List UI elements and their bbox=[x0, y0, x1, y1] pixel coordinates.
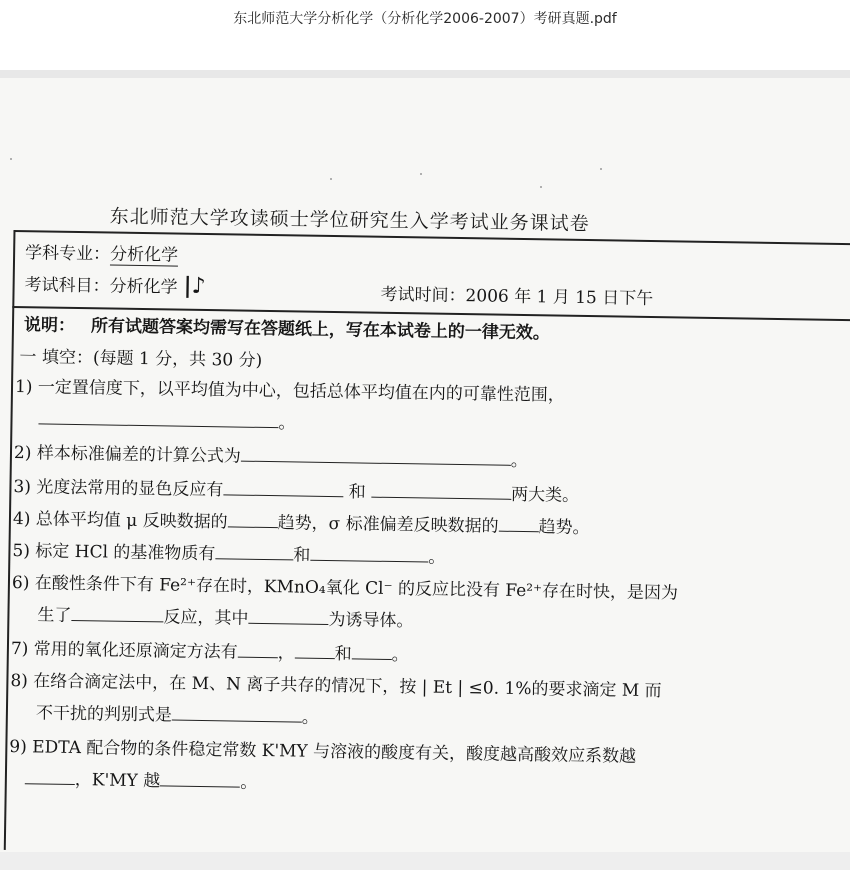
question-6-cont bbox=[37, 600, 413, 631]
answer-blank bbox=[238, 643, 278, 659]
q4-text: 4) 总体平均值 μ 反映数据的 bbox=[12, 509, 228, 533]
q7-and: 和 bbox=[334, 644, 352, 665]
answer-blank bbox=[71, 606, 163, 622]
subject-row bbox=[24, 270, 205, 299]
question-6 bbox=[12, 568, 678, 603]
exam-title: 东北师范大学攻读硕士学位研究生入学考试业务课试卷 bbox=[109, 205, 590, 236]
question-2 bbox=[14, 438, 528, 471]
document-page bbox=[0, 78, 850, 852]
answer-blank bbox=[241, 447, 511, 466]
q5-and: 和 bbox=[293, 545, 311, 566]
answer-blank bbox=[160, 771, 240, 787]
answer-blank bbox=[223, 480, 343, 497]
answer-blank bbox=[38, 409, 278, 428]
q7-comma: ， bbox=[277, 643, 295, 664]
answer-blank bbox=[248, 609, 328, 625]
answer-blank bbox=[371, 483, 511, 500]
document-title: 东北师范大学分析化学（分析化学2006-2007）考研真题.pdf bbox=[233, 11, 617, 27]
q1-end: 。 bbox=[278, 413, 296, 434]
footer-divider bbox=[0, 852, 850, 870]
question-5 bbox=[12, 536, 445, 568]
time-value: 2006 年 1 月 15 日下午 bbox=[465, 286, 654, 310]
question-9-cont bbox=[25, 764, 258, 793]
question-4 bbox=[13, 504, 590, 538]
major-label: 学科专业： bbox=[24, 243, 111, 265]
note-label: 说明： bbox=[23, 315, 76, 336]
q6-text: 6) 在酸性条件下有 Fe²⁺存在时，KMnO₄氧化 Cl⁻ 的反应比没有 Fe²⁺存在时快，是因为 bbox=[11, 573, 679, 604]
q9-text: 9) EDTA 配合物的条件稳定常数 K'MY 与溶液的酸度有关，酸度越高酸效应系数越 bbox=[9, 736, 637, 767]
major-value: 分析化学 bbox=[109, 244, 179, 266]
answer-blank bbox=[215, 544, 293, 560]
question-7 bbox=[11, 634, 409, 665]
q9-end: 。 bbox=[240, 772, 258, 793]
subject-value: 分析化学 bbox=[109, 276, 178, 298]
q5-text: 5) 标定 HCl 的基准物质有 bbox=[12, 541, 216, 565]
viewer-header bbox=[0, 0, 850, 70]
section-title: 一 填空：(每题 1 分，共 30 分) bbox=[19, 347, 263, 371]
q8-cont: 不干扰的判别式是 bbox=[35, 703, 173, 726]
q2-end: 。 bbox=[510, 450, 528, 472]
question-1-blank bbox=[38, 404, 295, 433]
q9-cont: ，K'MY 越 bbox=[74, 770, 161, 792]
scanned-exam-sheet bbox=[4, 198, 850, 852]
q3-and: 和 bbox=[348, 482, 366, 503]
scan-speck bbox=[330, 178, 332, 180]
subject-label: 考试科目： bbox=[24, 275, 110, 297]
major-row bbox=[25, 238, 178, 265]
q1-text: 1) 一定置信度下，以平均值为中心，包括总体平均值在内的可靠性范围， bbox=[14, 377, 565, 406]
answer-blank bbox=[295, 643, 335, 659]
answer-blank bbox=[172, 706, 302, 723]
q6-cont-c: 为诱导体。 bbox=[328, 609, 414, 632]
handwritten-mark-icon: |♪ bbox=[183, 272, 206, 300]
question-3 bbox=[13, 472, 579, 506]
instructions-row bbox=[24, 310, 550, 343]
time-label: 考试时间： bbox=[380, 284, 466, 307]
time-row bbox=[380, 280, 653, 309]
answer-blank bbox=[228, 512, 278, 528]
question-8 bbox=[10, 666, 662, 701]
q4-end: 趋势。 bbox=[538, 517, 590, 539]
q7-text: 7) 常用的氧化还原滴定方法有 bbox=[10, 639, 238, 663]
q3-text: 3) 光度法常用的显色反应有 bbox=[13, 477, 224, 501]
q4-mid: 趋势，σ 标准偏差反映数据的 bbox=[277, 513, 499, 537]
q8-text: 8) 在络合滴定法中，在 M、N 离子共存的情况下，按 | Et | ≤0. 1%的要求滴定 M 而 bbox=[10, 671, 662, 702]
q3-end: 两大类。 bbox=[510, 484, 580, 506]
q6-cont-b: 反应，其中 bbox=[163, 607, 249, 629]
question-8-cont bbox=[36, 698, 319, 727]
scan-speck bbox=[600, 168, 602, 170]
q5-end: 。 bbox=[428, 547, 446, 568]
scan-speck bbox=[10, 158, 12, 160]
q8-end: 。 bbox=[301, 707, 320, 728]
question-9 bbox=[9, 732, 636, 767]
header-divider bbox=[0, 70, 850, 78]
q6-cont-a: 生了 bbox=[37, 605, 72, 626]
answer-blank bbox=[352, 644, 392, 660]
scan-speck bbox=[420, 173, 422, 175]
q7-end: 。 bbox=[391, 644, 409, 666]
answer-blank bbox=[25, 769, 75, 785]
answer-blank bbox=[499, 517, 539, 533]
question-1 bbox=[15, 372, 565, 406]
q2-text: 2) 样本标准偏差的计算公式为 bbox=[13, 443, 241, 467]
scan-speck bbox=[540, 186, 542, 188]
answer-blank bbox=[310, 546, 428, 563]
note-text: 所有试题答案均需写在答题纸上，写在本试卷上的一律无效。 bbox=[90, 316, 551, 344]
